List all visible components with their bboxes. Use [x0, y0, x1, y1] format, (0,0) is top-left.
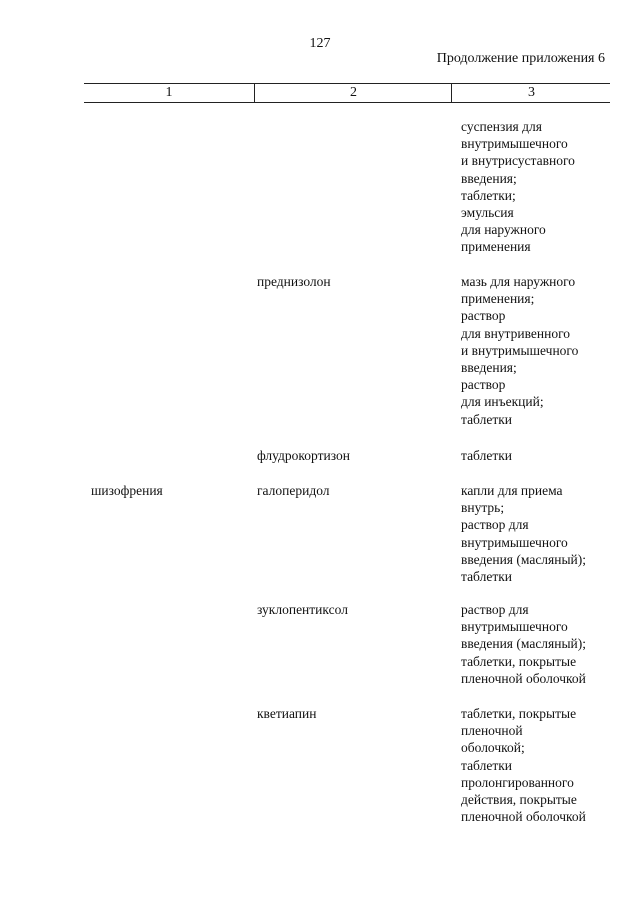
- dosage-forms-cell: таблетки, покрытые пленочной оболочкой; таблетки пролонгированного действия, покрытые пленочной оболочкой: [461, 706, 586, 825]
- drug-name-cell: преднизолон: [257, 274, 331, 289]
- page-number: 127: [309, 36, 331, 51]
- continuation-label: Продолжение приложения 6: [436, 51, 605, 66]
- drug-name-cell: зуклопентиксол: [257, 602, 348, 617]
- header-column-1: 1: [165, 85, 173, 100]
- dosage-forms-cell: мазь для наружного применения; раствор для внутривенного и внутримышечного введения; раствор для инъекций; таблетки: [461, 274, 579, 427]
- header-column-3: 3: [451, 84, 611, 102]
- table-header-row: [84, 83, 610, 103]
- dosage-forms-cell: таблетки: [461, 448, 513, 463]
- drug-name-cell: флудрокортизон: [257, 448, 350, 463]
- dosage-forms-cell: суспензия для внутримышечного и внутрисуставного введения; таблетки; эмульсия для наружного применения: [461, 119, 575, 255]
- drug-name-cell: кветиапин: [257, 706, 317, 721]
- disease-cell: шизофрения: [91, 483, 163, 498]
- drug-name-cell: галоперидол: [257, 483, 330, 498]
- dosage-forms-cell: капли для приема внутрь; раствор для внутримышечного введения (масляный); таблетки: [461, 483, 587, 585]
- header-column-2: 2: [254, 84, 452, 102]
- dosage-forms-cell: раствор для внутримышечного введения (масляный); таблетки, покрытые пленочной оболочкой: [461, 602, 587, 686]
